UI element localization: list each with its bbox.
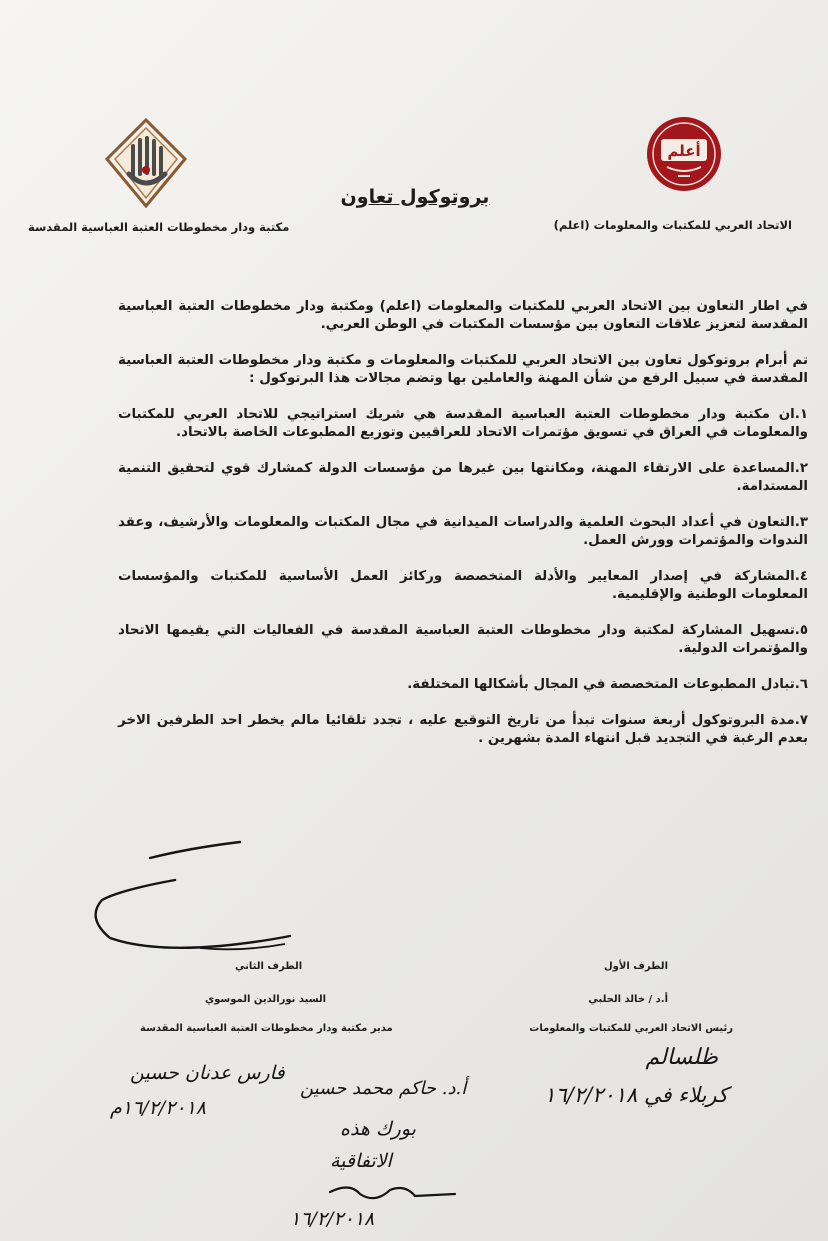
first-party-heading: الطرف الأول	[603, 961, 668, 972]
handwritten-left-name: فارس عدنان حسين	[130, 1062, 285, 1084]
document-body	[118, 298, 808, 766]
handwritten-right-signature: ظلسالم	[645, 1045, 718, 1070]
second-party-position: مدير مكتبة ودار مخطوطات العتبة العباسية المقدسة	[140, 1023, 393, 1034]
clause-3: ٣.التعاون في أعداد البحوث العلمية والدراسات الميدانية في مجال المكتبات والمعلومات والأرشيف، وعقد الندوات والمؤتمرات وورش العمل.	[118, 515, 808, 548]
arab-federation-logo	[645, 115, 723, 193]
abbas-shrine-logo	[105, 118, 187, 208]
handwritten-center-line1: بورك هذه	[340, 1118, 416, 1140]
handwritten-center-name: أ.د. حاكم محمد حسين	[300, 1078, 467, 1099]
handwritten-center-date: ١٦/٢/٢٠١٨	[290, 1208, 375, 1230]
second-party-heading: الطرف الثاني	[235, 961, 303, 972]
handwritten-right-date: كربلاء في ١٦/٢/٢٠١٨	[544, 1083, 728, 1107]
second-party-signature	[80, 840, 300, 960]
clause-2: ٢.المساعدة على الارتقاء المهنة، ومكانتها بين غيرها من مؤسسات الدولة كمشارك قوي لتحقيق التنمية المستدامة.	[118, 461, 808, 494]
handwritten-center-line2: الاتفاقية	[330, 1150, 392, 1172]
logo-text: أعلم	[667, 142, 701, 160]
left-organization-name: مكتبة ودار مخطوطات العتبة العباسية المقدسة	[28, 220, 290, 234]
handwritten-left-date: ١٦/٢/٢٠١٨م	[110, 1097, 207, 1119]
agreement-paragraph: تم أبرام بروتوكول تعاون بين الاتحاد العربي للمكتبات والمعلومات و مكتبة ودار مخطوطات العتبة العباسية المقدسة في سبيل الرفع من شأن المهنة والعاملين بها وتضم مجالات هذا البرتوكول :	[118, 353, 808, 386]
second-party-name: السيد نورالدين الموسوي	[205, 994, 327, 1005]
center-signature-stroke	[320, 1180, 460, 1210]
intro-paragraph: في اطار التعاون بين الاتحاد العربي للمكتبات والمعلومات (اعلم) ومكتبة ودار مخطوطات العتبة العباسية المقدسة لتعزيز علاقات التعاون بين مؤسسات المكتبات في الوطن العربي.	[118, 299, 808, 332]
first-party-position: رئيس الاتحاد العربي للمكتبات والمعلومات	[529, 1023, 733, 1034]
clause-4: ٤.المشاركة في إصدار المعايير والأدلة المتخصصة وركائز العمل الأساسية للمكتبات والمؤسسات المعلومات الوطنية والإقليمية.	[118, 569, 808, 602]
first-party-name: أ.د / خالد الحلبي	[588, 994, 668, 1005]
document-title: بروتوكول تعاون	[340, 186, 490, 208]
clause-6: ٦.تبادل المطبوعات المتخصصة في المجال بأشكالها المختلفة.	[407, 677, 808, 692]
clause-7: ٧.مدة البروتوكول أربعة سنوات تبدأ من تاريخ التوقيع عليه ، تجدد تلقائيا مالم يخطر احد الطرفين الاخر بعدم الرغبة في التجديد قبل انتهاء المدة بشهرين .	[118, 713, 808, 746]
right-organization-name: الاتحاد العربي للمكتبات والمعلومات (اعلم)	[553, 218, 792, 232]
clause-1: ١.ان مكتبة ودار مخطوطات العتبة العباسية المقدسة هي شريك استراتيجي للاتحاد العربي للمكتبات والمعلومات في العراق في تسويق مؤتمرات الاتحاد للعراقيين وتوزيع المطبوعات الخاصة بالاتحاد.	[118, 407, 808, 440]
clause-5: ٥.تسهيل المشاركة لمكتبة ودار مخطوطات العتبة العباسية المقدسة في الفعاليات التي يقيمها الاتحاد والمؤتمرات الدولية.	[118, 623, 808, 656]
